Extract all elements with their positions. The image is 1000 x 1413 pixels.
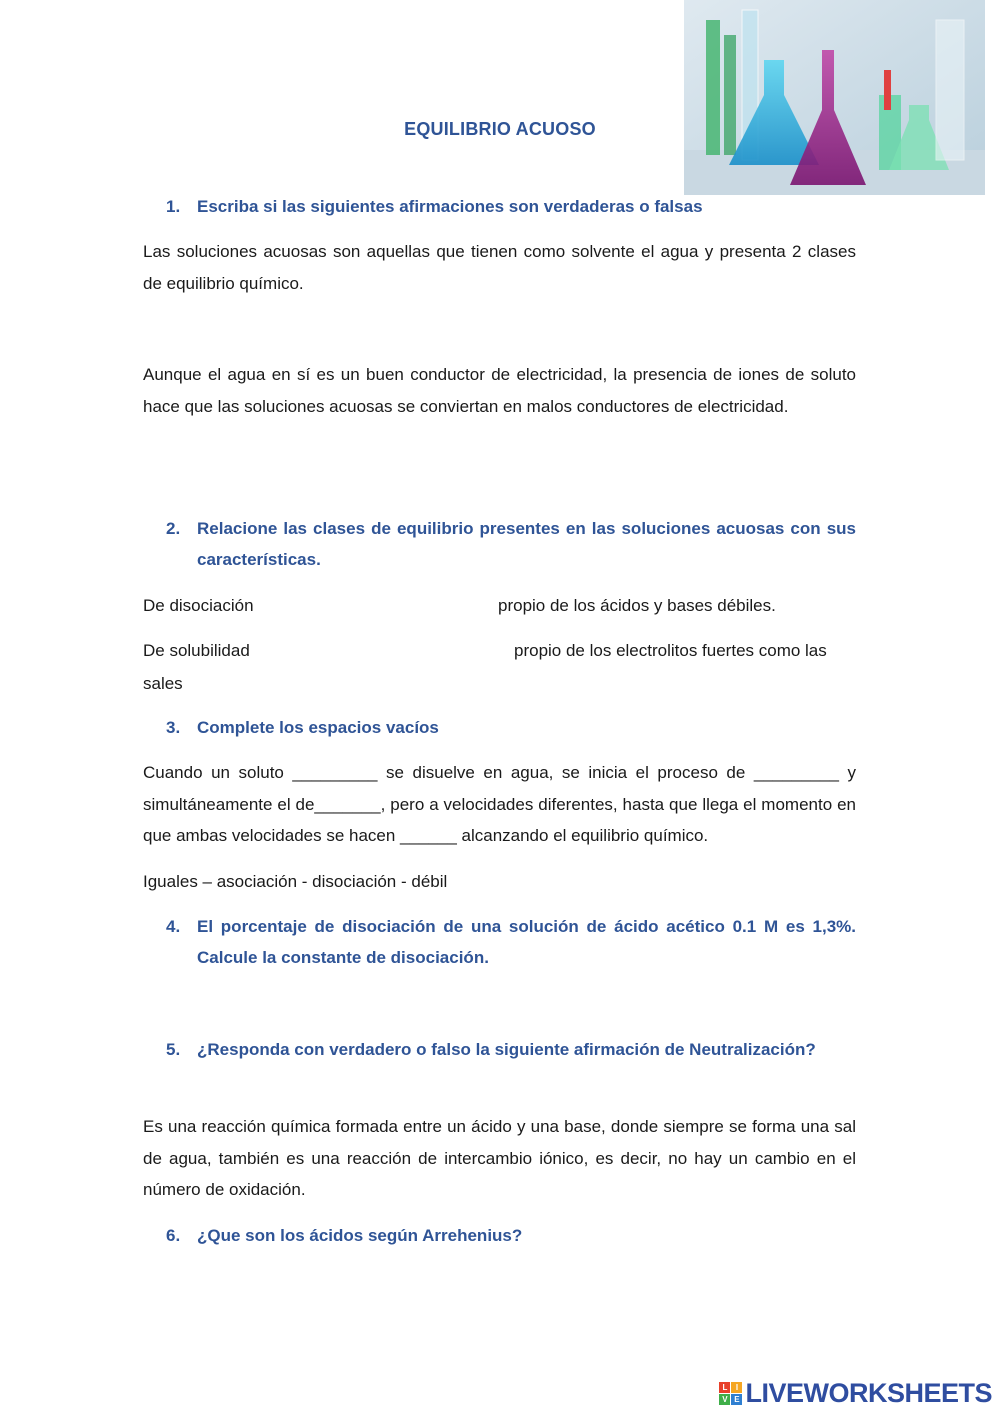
q3-word-bank: Iguales – asociación - disociación - débil	[143, 872, 448, 891]
question-1-number: 1.	[166, 197, 181, 216]
match-left-2: De solubilidad	[143, 641, 250, 660]
question-5-number: 5.	[166, 1040, 181, 1059]
question-4-text: El porcentaje de disociación de una solución de ácido acético 0.1 M es 1,3%. Calcule la constante de disociación.	[197, 917, 856, 967]
liveworksheets-logo[interactable]	[719, 1378, 992, 1408]
question-6-heading	[166, 1220, 856, 1251]
question-1-heading	[166, 191, 856, 222]
q1-statement-b: Aunque el agua en sí es un buen conductor de electricidad, la presencia de iones de soluto hace que las soluciones acuosas se conviertan en malos conductores de electricidad.	[143, 365, 856, 416]
logo-badge-letter-l: L	[719, 1382, 730, 1393]
logo-badge-letter-e: E	[731, 1394, 742, 1405]
match-left-1: De disociación	[143, 596, 254, 615]
match-right-2-continuation: sales	[143, 674, 183, 693]
question-3-number: 3.	[166, 718, 181, 737]
match-right-1: propio de los ácidos y bases débiles.	[498, 596, 776, 615]
match-right-2: propio de los electrolitos fuertes como las	[514, 641, 827, 660]
question-2-number: 2.	[166, 519, 181, 538]
glassware-illustration	[684, 0, 985, 195]
q5-statement: Es una reacción química formada entre un ácido y una base, donde siempre se forma una sal de agua, también es una reacción de intercambio iónico, es decir, no hay un cambio en el número de oxidación.	[143, 1117, 856, 1199]
question-1-text: Escriba si las siguientes afirmaciones son verdaderas o falsas	[197, 197, 703, 216]
logo-badge-letter-i: I	[731, 1382, 742, 1393]
question-5-text: ¿Responda con verdadero o falso la siguiente afirmación de Neutralización?	[197, 1040, 816, 1059]
question-4-heading	[166, 911, 856, 973]
lab-glassware-photo	[684, 0, 985, 195]
q3-fill-in-paragraph: Cuando un soluto _________ se disuelve en agua, se inicia el proceso de _________ y simultáneamente el de_______, pero a velocidades diferentes, hasta que llega el momento en que ambas velocidades se hacen ______ alcanzando el equilibrio químico.	[143, 763, 856, 845]
q1-statement-a: Las soluciones acuosas son aquellas que tienen como solvente el agua y presenta 2 clases de equilibrio químico.	[143, 242, 856, 293]
question-6-number: 6.	[166, 1226, 181, 1245]
logo-text: LIVEWORKSHEETS	[745, 1377, 992, 1408]
question-3-text: Complete los espacios vacíos	[197, 718, 439, 737]
logo-badge-icon	[719, 1382, 742, 1405]
question-5-heading	[166, 1034, 856, 1065]
logo-badge-letter-v: V	[719, 1394, 730, 1405]
worksheet-title: EQUILIBRIO ACUOSO	[404, 119, 596, 139]
question-3-heading	[166, 712, 856, 743]
question-6-text: ¿Que son los ácidos según Arrehenius?	[197, 1226, 523, 1245]
question-4-number: 4.	[166, 917, 181, 936]
question-2-text: Relacione las clases de equilibrio presentes en las soluciones acuosas con sus características.	[197, 519, 856, 569]
question-2-heading	[166, 513, 856, 575]
